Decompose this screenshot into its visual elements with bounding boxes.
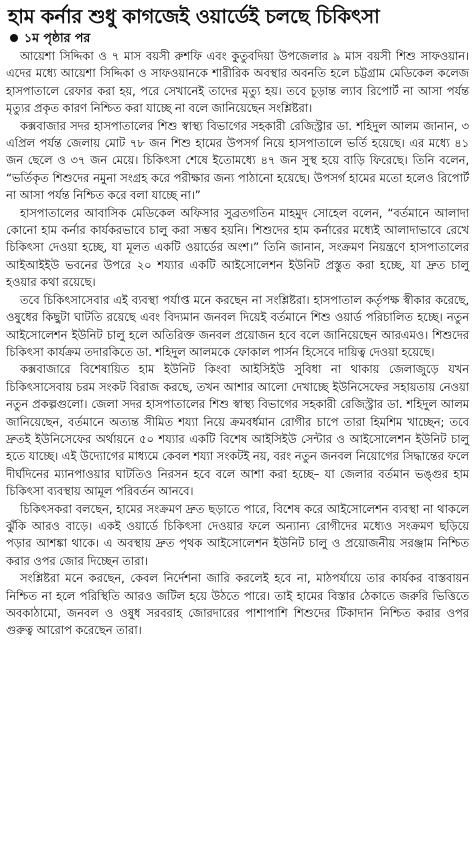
continued-from	[10, 30, 469, 46]
paragraph-text: সংশ্লিষ্টরা মনে করছেন, কেবল নির্দেশনা জারি করলেই হবে না, মাঠপর্যায়ে তার কার্যকর বাস্তবায়ন নিশ্চিত না হলে পরিস্থিতি আরও জটিল হয়ে উঠতে পারে। তাই হামের বিস্তার ঠেকাতে জরুরি ভিত্তিতে অবকাঠামো, জনবল ও ওষুধ সরবরাহ জোরদারের পাশাপাশি শিশুদের টিকাদান নিশ্চিত করার ওপর গুরুত্ব আরোপ করেছেন তারা।	[6, 571, 469, 638]
article-body	[6, 48, 469, 640]
paragraph	[6, 118, 469, 205]
paragraph	[6, 501, 469, 571]
paragraph-text: চিকিৎসকরা বলছেন, হামের সংক্রমণ দ্রুত ছড়াতে পারে, বিশেষ করে আইসোলেশন ব্যবস্থা না থাকলে ঝুঁকি আরও বাড়ে। একই ওয়ার্ডে চিকিৎসা দেওয়ার ফলে অন্যান্য রোগীদের মধ্যেও সংক্রমণ ছড়িয়ে পড়ার আশঙ্কা থাকে। এ অবস্থায় দ্রুত পৃথক আইসোলেশন ইউনিট চালু ও প্রয়োজনীয় সরঞ্জাম নিশ্চিত করার ওপর জোর দিচ্ছেন তারা।	[6, 501, 469, 568]
paragraph-text: কক্সবাজার সদর হাসপাতালের শিশু স্বাস্থ্য বিভাগের সহকারী রেজিস্ট্রার ডা. শহিদুল আলম জানান, ৩ এপ্রিল পর্যন্ত জেলায় মোট ৭৮ জন শিশু হামের উপসর্গ নিয়ে হাসপাতালে ভর্তি হয়েছে। এর মধ্যে ৪১ জন ছেলে ও ৩৭ জন মেয়ে। চিকিৎসা শেষে ইতোমধ্যে ৪৭ জন সুস্থ হয়ে বাড়ি ফিরেছে। তিনি বলেন, “ভর্তিকৃত শিশুদের নমুনা সংগ্রহ করে পরীক্ষার জন্য পাঠানো হয়েছে। উপসর্গ হামের মতো হলেও রিপোর্ট না আসা পর্যন্ত নিশ্চিত করে বলা যাচ্ছে না।”	[6, 118, 470, 203]
paragraph-text: কক্সবাজারে বিশেষায়িত হাম ইউনিট কিংবা আইসিইউ সুবিধা না থাকায় জেলাজুড়ে যখন চিকিৎসাসেবায় চরম সংকট বিরাজ করছে, তখন আশার আলো দেখাচ্ছে ইউনিসেফের সহায়তায় নেওয়া নতুন প্রকল্পগুলো। জেলা সদর হাসপাতালের শিশু স্বাস্থ্য বিভাগের সহকারী রেজিস্ট্রার ডা. শহিদুল আলম জানিয়েছেন, বর্তমানে অত্যন্ত সীমিত শয্যা নিয়ে ক্রমবর্ধমান রোগীর চাপে তারা হিমশিম খাচ্ছেন; তবে দ্রুতই ইউনিসেফের অর্থায়নে ৫০ শয্যার একটি বিশেষ আইসিইউ সেন্টার ও আইসোলেশন ইউনিট চালু হতে যাচ্ছে। এই উদ্যোগের মাধ্যমে কেবল শয্যা সংকটই নয়, বরং নতুন জনবল নিয়োগের সিদ্ধান্তের ফলে দীর্ঘদিনের ম্যানপাওয়ার ঘাটতিও নিরসন হবে বলে আশা করা হচ্ছে– যা জেলার বর্তমান ভঙ্গুর হাম চিকিৎসা ব্যবস্থায় আমূল পরিবর্তন আনবে।	[6, 362, 469, 499]
paragraph	[6, 292, 469, 362]
headline: হাম কর্নার শুধু কাগজেই ওয়ার্ডেই চলছে চিকিৎসা	[8, 5, 380, 28]
paragraph-text: হাসপাতালের আবাসিক মেডিকেল অফিসার সুব্রতগতিন মাহমুদ সোহেল বলেন, “বর্তমানে আলাদা কোনো হাম কর্নার কার্যকরভাবে চালু করা সম্ভব হয়নি। শিশুদের হাম কর্নারের মধ্যেই আলাদাভাবে রেখে চিকিৎসা দেওয়া হচ্ছে, যা মূলত একটি ওয়ার্ডের অংশ।” তিনি জানান, সংক্রমণ নিয়ন্ত্রণে হাসপাতালের আইআইইউ ভবনের উপরে ২০ শয্যার একটি আইসোলেশন ইউনিট প্রস্তুত করা হচ্ছে, যা দ্রুত চালু হওয়ার কথা রয়েছে।	[6, 205, 469, 290]
paragraph	[6, 205, 469, 292]
bullet-icon	[10, 34, 18, 42]
paragraph-text: তবে চিকিৎসাসেবার এই ব্যবস্থা পর্যাপ্ত মনে করছেন না সংশ্লিষ্টরা। হাসপাতাল কর্তৃপক্ষ স্বীকার করেছে, ওষুধের কিছুটা ঘাটতি রয়েছে এবং বিদ্যমান জনবল দিয়েই বর্তমানে শিশু ওয়ার্ড পরিচালিত হচ্ছে। নতুন আইসোলেশন ইউনিট চালু হলে অতিরিক্ত জনবল প্রয়োজন হবে বলে জানিয়েছেন আরএমও। শিশুদের চিকিৎসা কার্যক্রম তদারকিতে ডা. শহিদুল আলমকে ফোকাল পার্সন হিসেবে দায়িত্ব দেওয়া হয়েছে।	[6, 292, 469, 359]
paragraph	[6, 48, 469, 118]
paragraph	[6, 570, 469, 640]
paragraph-text: আয়েশা সিদ্দিকা ও ৭ মাস বয়সী রুশফি এবং কুতুবদিয়া উপজেলার ৯ মাস বয়সী শিশু সাফওয়ান। এদের মধ্যে আয়েশা সিদ্দিকা ও সাফওয়ানকে শারীরিক অবস্থার অবনতি হলে চট্টগ্রাম মেডিকেল কলেজ হাসপাতালে রেফার করা হয়, পরে সেখানেই তাদের মৃত্যু হয়। তবে চূড়ান্ত ল্যাব রিপোর্ট না আসা পর্যন্ত মৃত্যুর প্রকৃত কারণ নিশ্চিত করা যাচ্ছে না বলে জানিয়েছেন সংশ্লিষ্টরা।	[6, 49, 469, 116]
continued-from-label: ১ম পৃষ্ঠার পর	[24, 30, 91, 45]
paragraph	[6, 361, 469, 500]
